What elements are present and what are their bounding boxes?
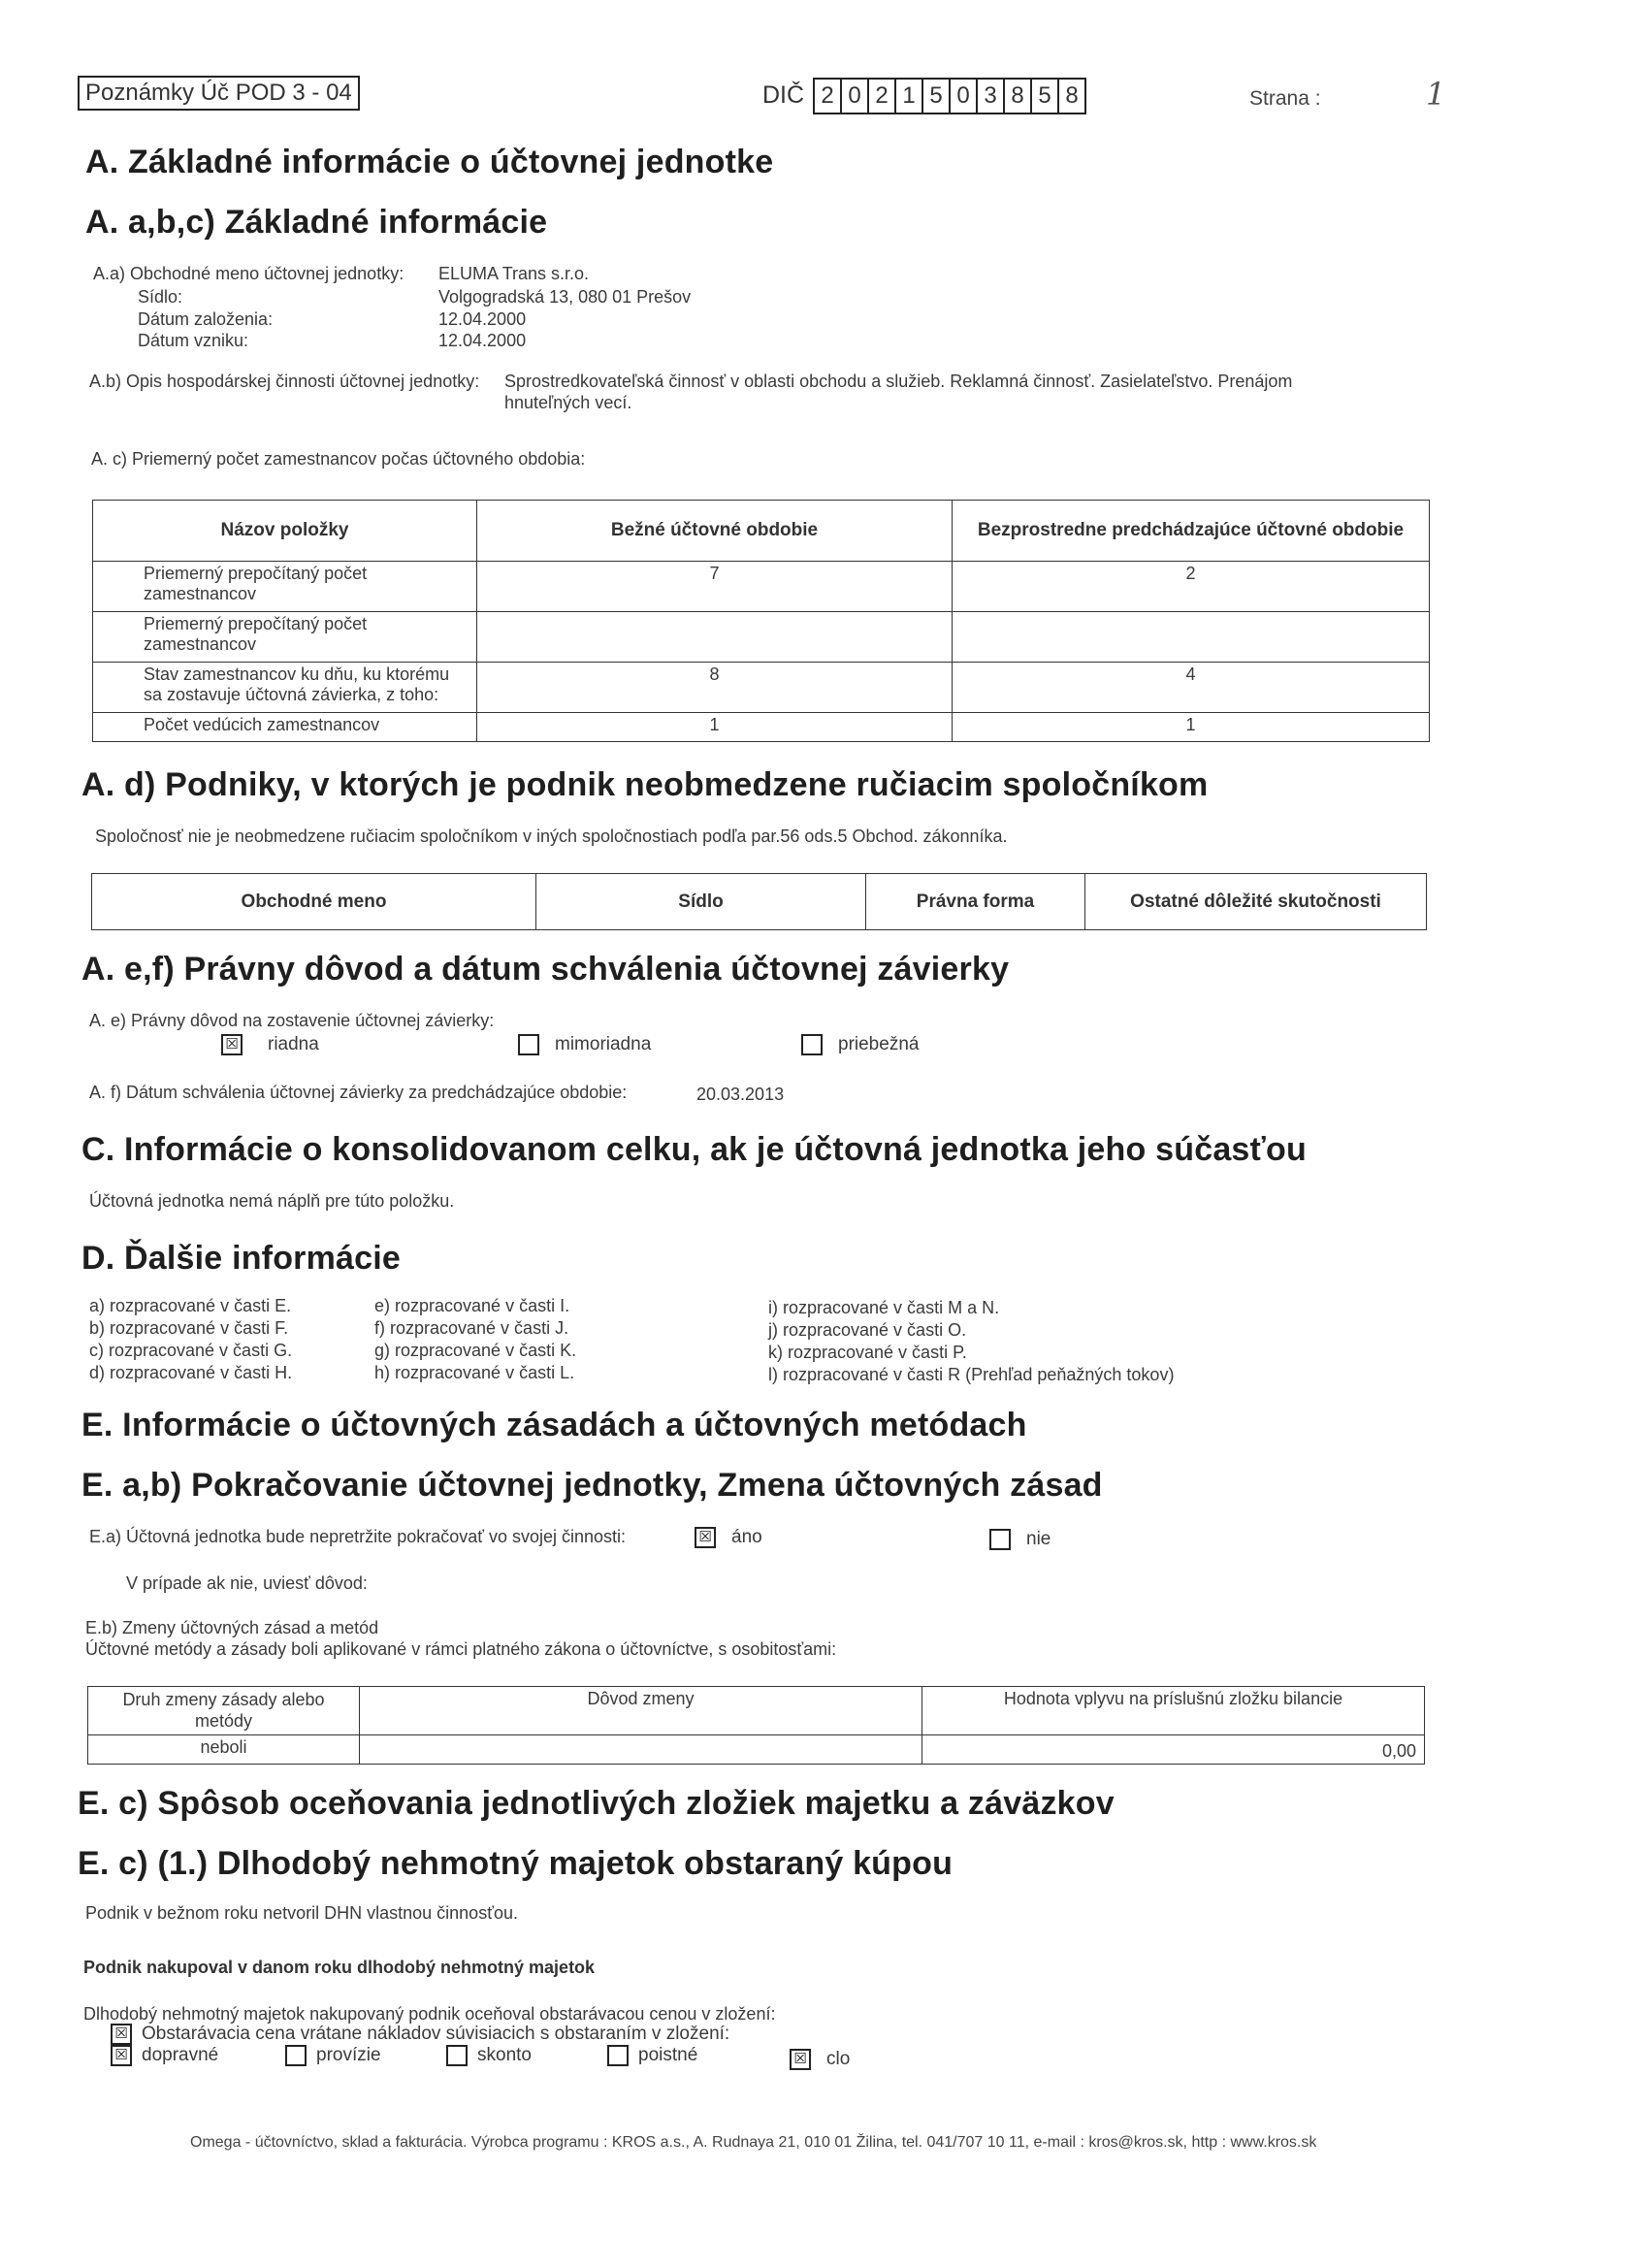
checkbox-unchecked[interactable] — [607, 2045, 629, 2066]
checkbox-checked[interactable]: ☒ — [221, 1034, 242, 1055]
dic-digit: 0 — [951, 80, 978, 113]
created-value: 12.04.2000 — [438, 331, 527, 350]
section-ec-title: E. c) Spôsob oceňovania jednotlivých zložiek majetku a záväzkov — [78, 1785, 1115, 1822]
current-value: 1 — [477, 713, 953, 742]
company-name-label: A.a) Obchodné meno účtovnej jednotky: — [93, 264, 404, 283]
seat-value: Volgogradská 13, 080 01 Prešov — [438, 287, 692, 307]
previous-value: 2 — [953, 562, 1430, 612]
section-dd-title: D. Ďalšie informácie — [81, 1240, 402, 1277]
partner-note: Spoločnosť nie je neobmedzene ručiacim spoločníkom v iných spoločnostiach podľa par.56 ods.5 Obchod. zákonníka. — [95, 826, 1008, 846]
section-eab-title: E. a,b) Pokračovanie účtovnej jednotky, Zmena účtovných zásad — [81, 1467, 1103, 1504]
checkbox-checked[interactable]: ☒ — [790, 2049, 811, 2070]
dic-digit: 1 — [896, 80, 923, 113]
list-item: j) rozpracované v časti O. — [768, 1320, 967, 1340]
cost-item-provizie[interactable] — [285, 2045, 381, 2066]
checkbox-unchecked[interactable] — [989, 1529, 1011, 1550]
dic-digit: 8 — [1005, 80, 1032, 113]
dic-digit: 0 — [842, 80, 869, 113]
change-reason — [360, 1735, 922, 1765]
list-item: h) rozpracované v časti L. — [374, 1363, 575, 1382]
column-header: Sídlo — [536, 874, 866, 930]
page-number: 1 — [1426, 76, 1446, 113]
checkbox-checked[interactable]: ☒ — [111, 2024, 132, 2045]
activity-label: A.b) Opis hospodárskej činnosti účtovnej jednotky: — [89, 372, 480, 391]
reason-label: V prípade ak nie, uviesť dôvod: — [126, 1573, 368, 1593]
change-value: 0,00 — [922, 1735, 1425, 1765]
employees-label: A. c) Priemerný počet zamestnancov počas účtovného obdobia: — [91, 449, 586, 469]
cost-option[interactable] — [111, 2024, 729, 2045]
info-list-col3 — [768, 1297, 1174, 1386]
table-row — [93, 612, 1430, 663]
changes-note: Účtovné metódy a zásady boli aplikované v rámci platného zákona o účtovníctve, s osobitosťami: — [85, 1639, 837, 1659]
changes-table — [87, 1686, 1425, 1765]
row-label: Priemerný prepočítaný počet zamestnancov — [93, 562, 477, 612]
option-label: provízie — [316, 2045, 381, 2065]
dic-digit: 8 — [1065, 82, 1079, 109]
dic-digit: 2 — [869, 80, 896, 113]
column-header: Bežné účtovné obdobie — [477, 501, 953, 562]
row-label: Priemerný prepočítaný počet zamestnancov — [93, 612, 477, 663]
current-value: 7 — [477, 562, 953, 612]
intangible-bold-note: Podnik nakupoval v danom roku dlhodobý nehmotný majetok — [83, 1958, 596, 1977]
page-label: Strana : — [1249, 87, 1321, 110]
section-a-title: A. Základné informácie o účtovnej jednotke — [85, 144, 774, 180]
list-item: a) rozpracované v časti E. — [89, 1296, 292, 1315]
current-value: 8 — [477, 663, 953, 713]
checkbox-unchecked[interactable] — [801, 1034, 823, 1055]
option-label: dopravné — [142, 2045, 219, 2065]
change-kind: neboli — [88, 1735, 360, 1765]
current-value — [477, 612, 953, 663]
employees-table — [92, 500, 1430, 742]
table-row — [93, 663, 1430, 713]
section-ef-title: A. e,f) Právny dôvod a dátum schválenia účtovnej závierky — [81, 951, 1010, 988]
list-item: g) rozpracované v časti K. — [374, 1341, 577, 1360]
list-item: i) rozpracované v časti M a N. — [768, 1298, 1000, 1317]
table-header-row — [88, 1687, 1425, 1735]
option-label: mimoriadna — [555, 1034, 652, 1054]
checkbox-unchecked[interactable] — [518, 1034, 539, 1055]
checkbox-unchecked[interactable] — [446, 2045, 468, 2066]
section-ec1-title: E. c) (1.) Dlhodobý nehmotný majetok obstaraný kúpou — [78, 1845, 954, 1882]
activity-line-2: hnuteľných vecí. — [504, 393, 632, 412]
dic-digit-boxes — [813, 78, 1086, 114]
list-item: b) rozpracované v časti F. — [89, 1318, 289, 1338]
list-item: e) rozpracované v časti I. — [374, 1296, 570, 1315]
continuation-question: E.a) Účtovná jednotka bude nepretržite pokračovať vo svojej činnosti: — [89, 1527, 627, 1546]
valuation-label: Dlhodobý nehmotný majetok nakupovaný podnik oceňoval obstarávacou cenou v zložení: — [83, 2004, 776, 2024]
list-item: d) rozpracované v časti H. — [89, 1363, 293, 1382]
approval-label: A. f) Dátum schválenia účtovnej závierky za predchádzajúce obdobie: — [89, 1083, 628, 1102]
dic-digit: 3 — [978, 80, 1005, 113]
option-label: áno — [731, 1527, 762, 1547]
dic-digit: 5 — [1032, 80, 1059, 113]
table-header-row — [93, 501, 1430, 562]
option-riadna[interactable] — [221, 1034, 319, 1055]
column-header: Názov položky — [93, 501, 477, 562]
column-header: Dôvod zmeny — [360, 1687, 922, 1735]
dic-digit: 2 — [815, 80, 842, 113]
table-row — [88, 1735, 1425, 1765]
seat-label: Sídlo: — [138, 287, 183, 307]
option-label: priebežná — [838, 1034, 920, 1054]
column-header: Právna forma — [866, 874, 1085, 930]
partner-table — [91, 873, 1427, 930]
option-label: skonto — [477, 2045, 532, 2065]
row-label: Stav zamestnancov ku dňu, ku ktorému sa zostavuje účtovná závierka, z toho: — [93, 663, 477, 713]
list-item: k) rozpracované v časti P. — [768, 1343, 967, 1362]
option-label: riadna — [268, 1034, 319, 1054]
option-ano[interactable] — [695, 1527, 762, 1548]
checkbox-checked[interactable]: ☒ — [111, 2045, 132, 2066]
cost-item-poistne[interactable] — [607, 2045, 697, 2066]
activity-line-1: Sprostredkovateľská činnosť v oblasti obchodu a služieb. Reklamná činnosť. Zasielateľstvo. Prenájom — [504, 372, 1293, 391]
cost-item-dopravne[interactable] — [111, 2045, 218, 2066]
table-row — [93, 562, 1430, 612]
company-name-value: ELUMA Trans s.r.o. — [438, 264, 590, 283]
row-label: Počet vedúcich zamestnancov — [93, 713, 477, 742]
changes-label: E.b) Zmeny účtovných zásad a metód — [85, 1618, 379, 1637]
list-item: c) rozpracované v časti G. — [89, 1341, 293, 1360]
cost-item-skonto[interactable] — [446, 2045, 532, 2066]
info-list-col2 — [374, 1295, 576, 1384]
column-header: Hodnota vplyvu na príslušnú zložku bilancie — [922, 1687, 1425, 1735]
legal-reason-label: A. e) Právny dôvod na zostavenie účtovnej závierky: — [89, 1011, 495, 1030]
previous-value — [953, 612, 1430, 663]
founded-value: 12.04.2000 — [438, 309, 527, 329]
dic-digit: 5 — [923, 80, 951, 113]
founded-label: Dátum založenia: — [138, 309, 274, 329]
option-priebezna[interactable] — [801, 1034, 919, 1055]
document-code: Poznámky Úč POD 3 - 04 — [78, 76, 360, 111]
option-label: poistné — [638, 2045, 698, 2065]
section-d-title: A. d) Podniky, v ktorých je podnik neobmedzene ručiacim spoločníkom — [81, 766, 1209, 803]
section-e-title: E. Informácie o účtovných zásadách a účtovných metódach — [81, 1407, 1027, 1443]
column-header: Ostatné dôležité skutočnosti — [1085, 874, 1427, 930]
list-item: f) rozpracované v časti J. — [374, 1318, 569, 1338]
checkbox-checked[interactable]: ☒ — [695, 1527, 716, 1548]
table-row — [93, 713, 1430, 742]
option-mimoriadna[interactable] — [518, 1034, 651, 1055]
option-label: nie — [1026, 1529, 1051, 1549]
cost-item-clo[interactable] — [790, 2049, 850, 2070]
footer-text: Omega - účtovníctvo, sklad a fakturácia. Výrobca programu : KROS a.s., A. Rudnaya 21, 010 01 Žilina, tel. 041/707 10 11, e-mail : kros@kros.sk, http : www.kros.sk — [190, 2134, 1317, 2151]
previous-value: 1 — [953, 713, 1430, 742]
option-label: Obstarávacia cena vrátane nákladov súvisiacich s obstaraním v zložení: — [142, 2024, 730, 2044]
section-abc-title: A. a,b,c) Základné informácie — [85, 204, 548, 241]
consolidated-note: Účtovná jednotka nemá náplň pre túto položku. — [89, 1191, 455, 1211]
option-label: clo — [826, 2049, 851, 2069]
previous-value: 4 — [953, 663, 1430, 713]
section-c-title: C. Informácie o konsolidovanom celku, ak je účtovná jednotka jeho súčasťou — [81, 1131, 1307, 1168]
option-nie[interactable] — [989, 1529, 1051, 1550]
list-item: l) rozpracované v časti R (Prehľad peňažných tokov) — [768, 1365, 1175, 1384]
column-header: Druh zmeny zásady alebo metódy — [88, 1687, 360, 1735]
dic-label: DIČ — [762, 81, 805, 109]
info-list-col1 — [89, 1295, 292, 1384]
column-header: Obchodné meno — [92, 874, 536, 930]
approval-date: 20.03.2013 — [696, 1085, 785, 1104]
column-header: Bezprostredne predchádzajúce účtovné obdobie — [953, 501, 1430, 562]
intangible-note: Podnik v bežnom roku netvoril DHN vlastnou činnosťou. — [85, 1903, 518, 1923]
checkbox-unchecked[interactable] — [285, 2045, 307, 2066]
table-header-row — [92, 874, 1427, 930]
created-label: Dátum vzniku: — [138, 331, 249, 350]
